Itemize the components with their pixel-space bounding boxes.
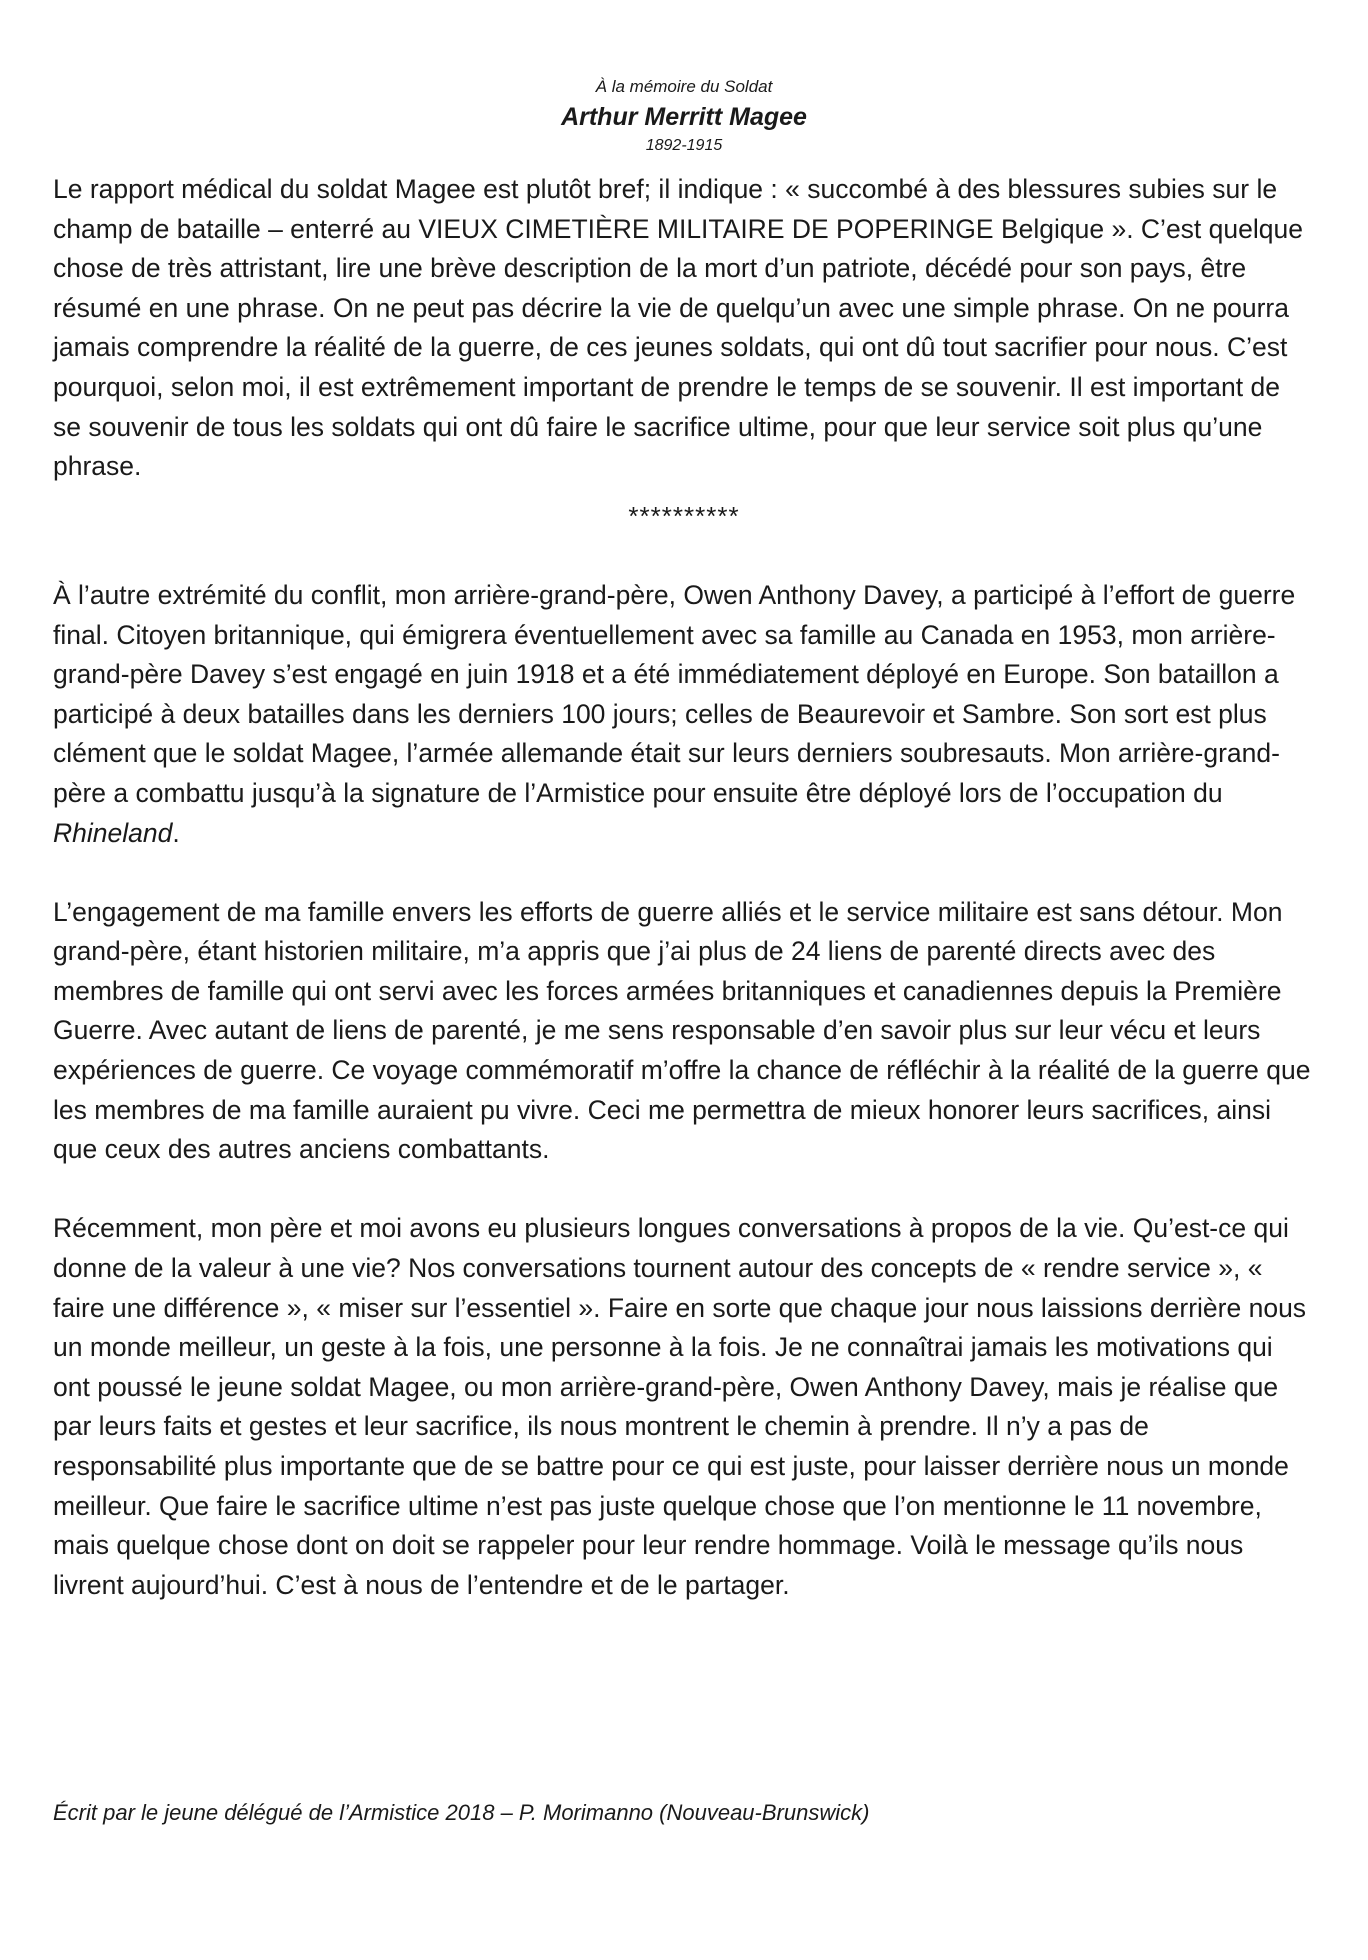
section-separator: ********** bbox=[628, 500, 740, 531]
paragraph-reflection: Récemment, mon père et moi avons eu plusieurs longues conversations à propos de la vie. Qu’est-ce qui donne de la valeur à une vie? Nos conversations tournent autour des concepts de « rendre service », « faire une différence », « miser sur l’essentiel ». Faire en sorte que chaque jour nous laissions derrière nous un monde meilleur, un geste à la fois, une personne à la fois. Je ne connaîtrai jamais les motivations qui ont poussé le jeune soldat Magee, ou mon arrière-grand-père, Owen Anthony Davey, mais je réalise que par leurs faits et gestes et leur sacrifice, ils nous montrent le chemin à prendre. Il n’y a pas de responsabilité plus importante que de se battre pour ce qui est juste, pour laisser derrière nous un monde meilleur. Que faire le sacrifice ultime n’est pas juste quelque chose que l’on mentionne le 11 novembre, mais quelque chose dont on doit se rappeler pour leur rendre hommage. Voilà le message qu’ils nous livrent aujourd’hui. C’est à nous de l’entendre et de le partager. bbox=[53, 1213, 1307, 1600]
paragraph-family-commitment: L’engagement de ma famille envers les efforts de guerre alliés et le service militaire est sans détour. Mon grand-père, étant historien militaire, m’a appris que j’ai plus de 24 liens de parenté directs avec des membres de famille qui ont servi avec les forces armées britanniques et canadiennes depuis la Première Guerre. Avec autant de liens de parenté, je me sens responsable d’en savoir plus sur leur vécu et leurs expériences de guerre. Ce voyage commémoratif m’offre la chance de réfléchir à la réalité de la guerre que les membres de ma famille auraient pu vivre. Ceci me permettra de mieux honorer leurs sacrifices, ainsi que ceux des autres anciens combattants. bbox=[53, 896, 1311, 1165]
paragraph-great-grandfather bbox=[53, 576, 1315, 853]
paragraph-great-grandfather-text: À l’autre extrémité du conflit, mon arrière-grand-père, Owen Anthony Davey, a participé à l’effort de guerre final. Citoyen britannique, qui émigrera éventuellement avec sa famille au Canada en 1953, mon arrière-grand-père Davey s’est engagé en juin 1918 et a été immédiatement déployé en Europe. Son bataillon a participé à deux batailles dans les derniers 100 jours; celles de Beaurevoir et Sambre. Son sort est plus clément que le soldat Magee, l’armée allemande était sur leurs derniers soubresauts. Mon arrière-grand-père a combattu jusqu’à la signature de l’Armistice pour ensuite être déployé lors de l’occupation du bbox=[53, 579, 1296, 808]
essay-body bbox=[53, 170, 1315, 1645]
paragraph-medical-report: Le rapport médical du soldat Magee est plutôt bref; il indique : « succombé à des blessures subies sur le champ de bataille – enterré au VIEUX CIMETIÈRE MILITAIRE DE POPERINGE Belgique ». C’est quelque chose de très attristant, lire une brève description de la mort d’un patriote, décédé pour son pays, être résumé en une phrase. On ne peut pas décrire la vie de quelqu’un avec une simple phrase. On ne pourra jamais comprendre la réalité de la guerre, de ces jeunes soldats, qui ont dû tout sacrifier pour nous. C’est pourquoi, selon moi, il est extrêmement important de prendre le temps de se souvenir. Il est important de se souvenir de tous les soldats qui ont dû faire le sacrifice ultime, pour que leur service soit plus qu’une phrase. bbox=[53, 174, 1303, 482]
soldier-name: Arthur Merritt Magee bbox=[561, 103, 807, 131]
dedication-line: À la mémoire du Soldat bbox=[595, 77, 773, 96]
memorial-header bbox=[0, 74, 1368, 158]
soldier-dates: 1892-1915 bbox=[645, 137, 723, 154]
rhineland-emphasis: Rhineland bbox=[53, 817, 173, 848]
author-signature: Écrit par le jeune délégué de l’Armistice 2018 – P. Morimanno (Nouveau-Brunswick) bbox=[53, 1800, 870, 1825]
paragraph-great-grandfather-end: . bbox=[172, 817, 180, 848]
